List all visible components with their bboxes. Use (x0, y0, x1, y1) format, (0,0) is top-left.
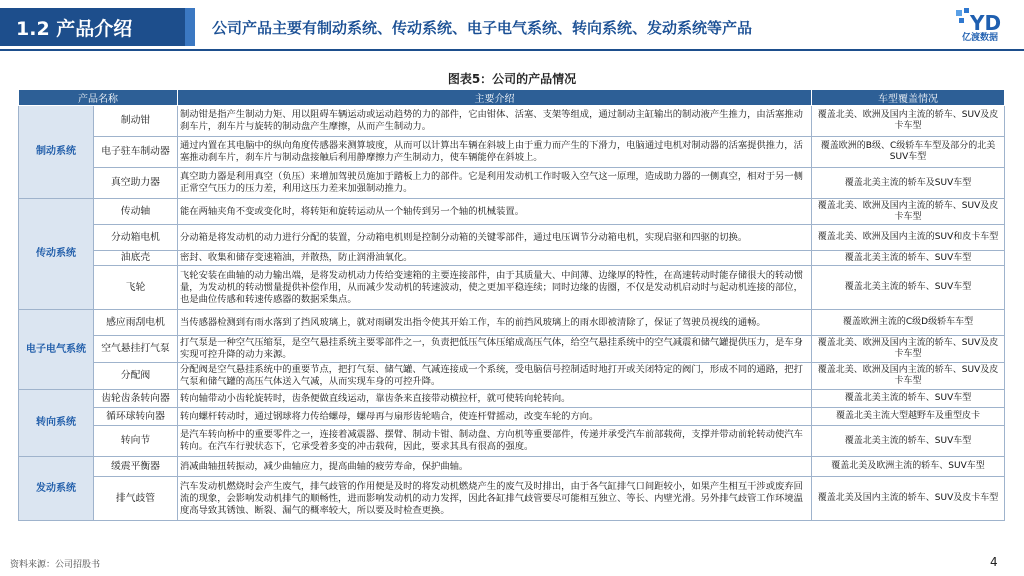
coverage-cell: 覆盖北美及欧洲主流的轿车、SUV车型 (812, 457, 1005, 477)
col-header-desc: 主要介绍 (178, 90, 812, 106)
coverage-cell: 覆盖北美主流的轿车、SUV车型 (812, 426, 1005, 457)
product-cell: 齿轮齿条转向器 (94, 390, 178, 408)
product-cell: 转向节 (94, 426, 178, 457)
product-cell: 分配阀 (94, 363, 178, 390)
product-cell: 循环球转向器 (94, 408, 178, 426)
desc-cell: 分动箱是将发动机的动力进行分配的装置，分动箱电机则是控制分动箱的关键零部件，通过电压调节分动箱电机，实现启驱和四驱的切换。 (178, 225, 812, 251)
coverage-cell: 覆盖北美主流的轿车、SUV车型 (812, 251, 1005, 266)
desc-cell: 能在两轴夹角不变或变化时，将转矩和旋转运动从一个轴传到另一个轴的机械装置。 (178, 199, 812, 225)
col-header-coverage: 车型覆盖情况 (812, 90, 1005, 106)
product-cell: 电子驻车制动器 (94, 137, 178, 168)
table-row (19, 137, 1005, 168)
desc-cell: 通过内置在其电脑中的纵向角度传感器来测算坡度，从而可以计算出车辆在斜坡上由于重力而产生的下滑力，电脑通过电机对制动器的活塞提供推力，活塞推动刹车片，刹车片与制动盘接触后利用静摩擦力产生制动力，使车辆能停在斜坡上。 (178, 137, 812, 168)
table-row (19, 336, 1005, 363)
product-cell: 分动箱电机 (94, 225, 178, 251)
desc-cell: 分配阀是空气悬挂系统中的重要节点，把打气泵、储气罐、气减连接成一个系统，受电脑信号控制适时地打开或关闭特定的阀门，形成不同的通路，把打气泵和储气罐的高压气体送入气减，从而实现车身的可控升降。 (178, 363, 812, 390)
table-row (19, 457, 1005, 477)
desc-cell: 真空助力器是利用真空（负压）来增加驾驶员施加于踏板上力的部件。它是利用发动机工作时吸入空气这一原理，造成助力器的一侧真空，相对于另一侧正常空气压力的压力差，利用这压力差来加强制动推力。 (178, 168, 812, 199)
desc-cell: 是汽车转向桥中的重要零件之一，连接着减震器、摆臂、制动卡钳、制动盘、方向机等重要部件，传递并承受汽车前部载荷，支撑并带动前轮转动使汽车转向。在汽车行驶状态下，它承受着多变的冲击载荷，因此，要求其具有很高的强度。 (178, 426, 812, 457)
section-tab-accent (185, 8, 195, 46)
table-row (19, 477, 1005, 521)
col-header-product: 产品名称 (19, 90, 178, 106)
coverage-cell: 覆盖北美主流的轿车、SUV车型 (812, 390, 1005, 408)
section-title: 1.2 产品介绍 (0, 8, 185, 46)
table-row (19, 251, 1005, 266)
coverage-cell: 覆盖北美、欧洲及国内主流的轿车、SUV及皮卡车型 (812, 336, 1005, 363)
coverage-cell: 覆盖北美、欧洲及国内主流的SUV和皮卡车型 (812, 225, 1005, 251)
product-cell: 缓震平衡器 (94, 457, 178, 477)
coverage-cell: 覆盖北美、欧洲及国内主流的轿车、SUV及皮卡车型 (812, 106, 1005, 137)
table-header-row (19, 90, 1005, 106)
product-cell: 排气歧管 (94, 477, 178, 521)
table-row (19, 106, 1005, 137)
desc-cell: 消减曲轴扭转振动，减少曲轴应力，提高曲轴的疲劳寿命，保护曲轴。 (178, 457, 812, 477)
table-row (19, 408, 1005, 426)
product-cell: 空气悬挂打气泵 (94, 336, 178, 363)
slide-headline: 公司产品主要有制动系统、传动系统、电子电气系统、转向系统、发动系统等产品 (212, 19, 753, 37)
table-row (19, 310, 1005, 336)
product-table (18, 89, 1005, 521)
desc-cell: 转向螺杆转动时，通过钢球将力传给螺母，螺母再与扇形齿轮啮合，使连杆臂摇动，改变车轮的方向。 (178, 408, 812, 426)
product-cell: 制动钳 (94, 106, 178, 137)
table-row (19, 363, 1005, 390)
table-title: 图表5：公司的产品情况 (447, 72, 577, 86)
source-note: 资料来源：公司招股书 (10, 560, 101, 570)
coverage-cell: 覆盖北美主流的轿车及SUV车型 (812, 168, 1005, 199)
system-cell: 转向系统 (19, 390, 94, 457)
table-row (19, 225, 1005, 251)
slide-header (0, 0, 1024, 50)
logo-wordmark: 亿渡数据 (961, 33, 998, 43)
desc-cell: 制动钳是指产生制动力矩、用以阻碍车辆运动或运动趋势的力的部件，它由钳体、活塞、支架等组成，通过制动主缸输出的制动液产生推力，由活塞推动刹车片，刹车片与旋转的制动盘产生摩擦，从而产生制动力。 (178, 106, 812, 137)
page-number: 4 (990, 555, 998, 569)
coverage-cell: 覆盖欧洲主流的C级D级轿车车型 (812, 310, 1005, 336)
desc-cell: 汽车发动机燃烧时会产生废气，排气歧管的作用便是及时的将发动机燃烧产生的废气及时排出，由于各气缸排气口间距较小，如果产生相互干涉或废弃回流的现象，会影响发动机排气的顺畅性，进而影响发动机的动力发挥，因此各缸排气歧管要尽可能相互独立、等长、内壁光滑。另外排气歧管工作环境温度高导致其锈蚀、断裂、漏气的概率较大，所以要及时检查更换。 (178, 477, 812, 521)
coverage-cell: 覆盖北美、欧洲及国内主流的轿车、SUV及皮卡车型 (812, 199, 1005, 225)
coverage-cell: 覆盖北美及国内主流的轿车、SUV及皮卡车型 (812, 477, 1005, 521)
desc-cell: 当传感器检测到有雨水落到了挡风玻璃上，就对雨刷发出指令使其开始工作，车的前挡风玻璃上的雨水即被清除了，保证了驾驶员视线的通畅。 (178, 310, 812, 336)
coverage-cell: 覆盖北美、欧洲及国内主流的轿车、SUV及皮卡车型 (812, 363, 1005, 390)
system-cell: 制动系统 (19, 106, 94, 199)
table-row (19, 168, 1005, 199)
desc-cell: 飞轮安装在曲轴的动力输出端，是将发动机动力传给变速箱的主要连接部件，由于其质量大、中间薄、边缘厚的特性，在高速转动时能存储很大的转动惯量，为发动机的转动惯量提供补偿作用，从而减少发动机的转速波动，使之更加平稳连续；同时边缘的齿圈，不仅是发动机启动时与起动机连接的部位，也是曲位传感和转速传感器的数据采集点。 (178, 266, 812, 310)
system-cell: 电子电气系统 (19, 310, 94, 390)
header-divider (0, 49, 1024, 51)
desc-cell: 密封、收集和储存变速箱油，并散热，防止润滑油氧化。 (178, 251, 812, 266)
product-cell: 感应雨刮电机 (94, 310, 178, 336)
desc-cell: 打气泵是一种空气压缩泵，是空气悬挂系统主要零部件之一，负责把低压气体压缩成高压气体，给空气悬挂系统中的空气减震和储气罐提供压力，是车身实现可控升降的动力来源。 (178, 336, 812, 363)
coverage-cell: 覆盖北美主流的轿车、SUV车型 (812, 266, 1005, 310)
product-cell: 油底壳 (94, 251, 178, 266)
system-cell: 传动系统 (19, 199, 94, 310)
svg-text:YD: YD (970, 11, 1002, 35)
table-row (19, 426, 1005, 457)
desc-cell: 转向轴带动小齿轮旋转时，齿条便做直线运动，靠齿条来直接带动横拉杆，就可使转向轮转向。 (178, 390, 812, 408)
table-row (19, 266, 1005, 310)
product-cell: 飞轮 (94, 266, 178, 310)
system-cell: 发动系统 (19, 457, 94, 521)
product-cell: 真空助力器 (94, 168, 178, 199)
table-row (19, 199, 1005, 225)
table-row (19, 390, 1005, 408)
product-cell: 传动轴 (94, 199, 178, 225)
coverage-cell: 覆盖欧洲的B级、C级轿车车型及部分的北美SUV车型 (812, 137, 1005, 168)
coverage-cell: 覆盖北美主流大型越野车及重型皮卡 (812, 408, 1005, 426)
